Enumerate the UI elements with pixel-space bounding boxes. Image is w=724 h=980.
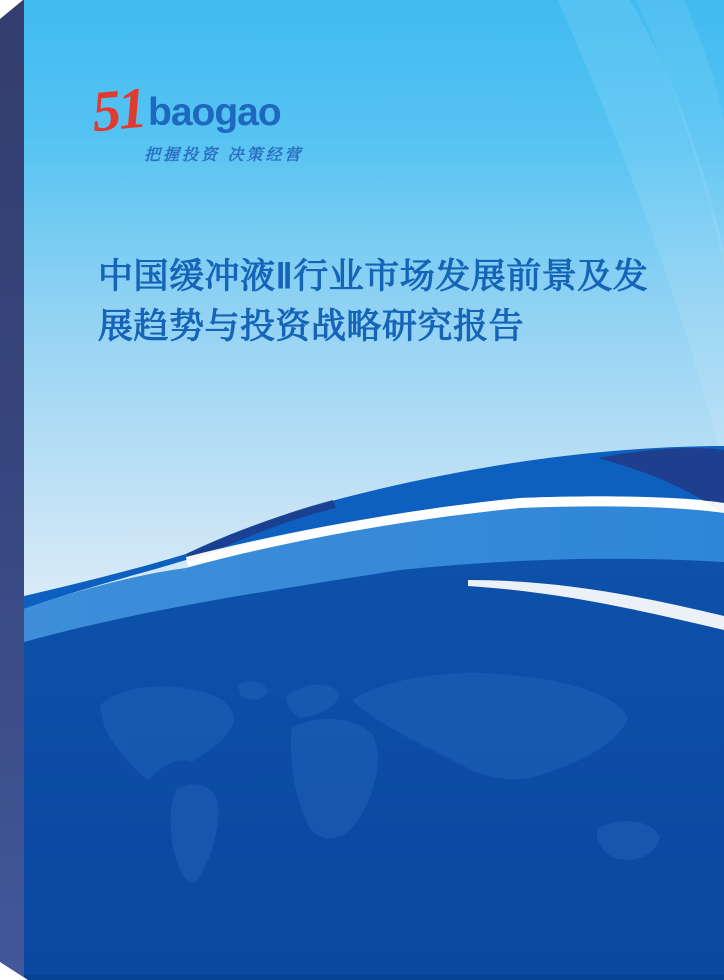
logo-51-mark: 51: [89, 74, 147, 145]
report-title-line-1: 中国缓冲液Ⅱ行业市场发展前景及发: [98, 257, 649, 296]
book-spine: [0, 0, 24, 980]
brand-logo: [89, 74, 304, 165]
report-title-line-2: 展趋势与投资战略研究报告: [98, 307, 525, 346]
bottom-edge-shadow: [24, 975, 724, 980]
logo-baogao-text: baogao: [148, 91, 281, 135]
brand-tagline: 把握投资 决策经营: [144, 147, 304, 165]
report-title: [98, 252, 698, 352]
